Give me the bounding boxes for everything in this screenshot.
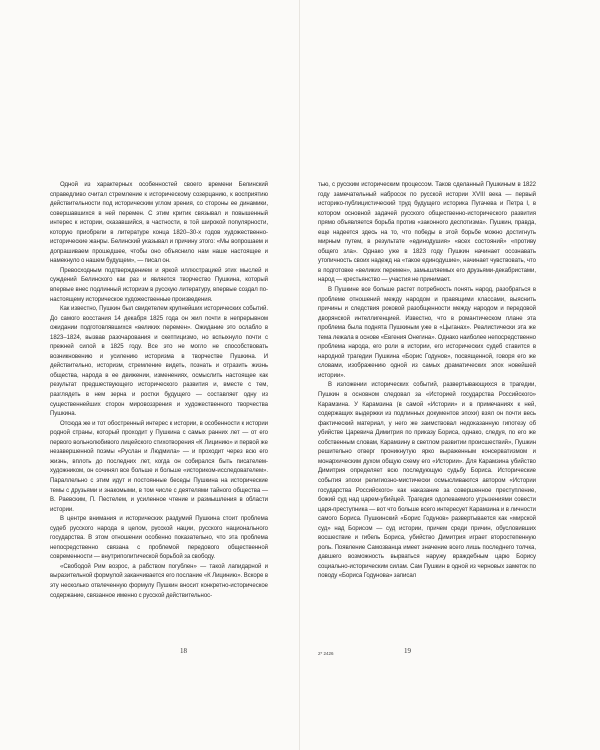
page-number: 19 [404,647,411,655]
page-number: 18 [180,647,187,655]
paragraph: Превосходным подтверждением и яркой иллюстрацией этих мыслей и суждений Белинского как раз и является творчество Пушкина, который впервые внес подлинный историзм в русскую литературу, впервые создал по-настоящему историческое художественные произведения. [50,267,268,303]
paragraph: Как известно, Пушкин был свидетелем крупнейших исторических событий. До самого восстания 14 декабря 1825 года он жил почти в непрерывном ожидании подготовлявшихся «великих перемен». Ожидание это ослабло в 1823–1824, вызвав разочарования и скептицизмо, но вспыхнуло почти с прежней силой в 1825 году. Все это не могло не способствовать возникновению и усилению историзма в творчестве Пушкина. И действительно, историзм, стремление видеть, познать и отразить жизнь общества, народа в ее движении, изменениях, осмыслить настоящее как результат предшествующего исторического развития и, вместе с тем, разглядеть в нем зерна и ростки будущего — составляет одну из существеннейших сторон мировоззрения и художественного творчества Пушкина. [50,306,268,418]
paragraph: В Пушкине все больше растет потребность понять народ, разобраться в проблеме отношений между народом и правящими классами, выяснить причины и следствия роковой разобщенности между народом и передовой дворянской интеллигенцией. Известно, что в романтическом плане эта проблема была поднята Пушкиным уже в «Цыганах». Реалистически эта же тема лежала в основе «Евгения Онегина». Однако наиболее непосредственно проблема народа, его роли в истории, его исторических судеб ставится в народной трагедии Пушкина «Борис Годунов», посвященной, говоря его же словами, изображению одной из самых драматических эпох новейшей истории». [318,287,536,379]
left-page-text [50,181,268,601]
paragraph: В изложении исторических событий, развертывающихся в трагедии, Пушкин в основном следовал за «Историей государства Российского» Карамзина. У Карамзина (в самой «Истории» и в примечаниях к ней, содержащих выдержки из подлинных документов эпохи) взял он почти весь фактический материал, у него же заимствовал недоказанную гипотезу об убийстве Царевича Димитрия по приказу Бориса, однако, следуя, по его же собственным словам, Карамзину в светлом развитии происшествий», Пушкин решительно отверг проникнутую ярко выраженным консерватизмом и монархическим духом общую схему его «Истории». Для Карамзина убийство Димитрия определяет всю последующую судьбу Бориса. Исторические события эпохи религиозно-мистически осмысливаются автором «Истории государства Российского» как наказание за совершенное преступление, божий суд над царем-убийцей. Трагедия одолеваемого угрызениями совести царя-преступника — вот что больше всего интересует Карамзина и в личности самого Бориса. Пушкинский «Борис Годунов» развертывается как «мирской суд» над Борисом — суд истории, причем среди причин, обусловивших восшествие и гибель Бориса, убийство Димитрия играет второстепенную роль. Появление Самозванца имеет значение всего лишь последнего толчка, давшего возможность вырваться наружу враждебным царю Борису социально-историческим силам. Сам Пушкин в одной из черновых заметок по поводу «Бориса Годунова» записал [318,382,536,580]
right-page-text [318,181,536,582]
signature-mark: 2* 2426 [318,651,334,656]
paragraph: тью, с русским историческим процессом. Таков сделанный Пушкиным в 1822 году замечательный набросок по русской истории XVIII века — первый историко-публицистический труд будущего историка Пугачева и Петра I, в котором основной задачей русского общественно-исторического развития прямо объявляется борьба против «законного деспотизма». Пушкин, правда, еще надеется здесь на то, что победы в этой борьбе можно достигнуть мирным путем, в результате «единодушия» «всех состояний» «противу общего зла». Однако уже в 1823 году Пушкин начинает осознавать утопичность своих надежд на «такое единодушие», начинает чувствовать, что в подготовке «великих перемен», замышляемых его друзьями-декабристами, народ — крестьянство — участия не принимает. [318,182,536,284]
paragraph: «Свободой Рим возрос, а рабством погублен» — такой лапидарной и выразительной формулой заканчивается его послание «К Лицинию». Вскоре в эту несколько отвлеченную формулу Пушкин вносит конкретно-историческое содержание, связанное именно с русской действительнос- [50,563,268,599]
paragraph: Одной из характерных особенностей своего времени Белинский справедливо считал стремление к историческому созерцанию, к восприятию действительности под историческим углом зрения, со стороны ее динамики, совершавшихся в ней перемен. С этим критик связывал и повышенный интерес к истории, сказавшийся, в частности, в той широкой популярности, которую приобрели в литературе конца 1820–30-х годов художественно-исторические жанры. Белинский указывал и причину этого: «Мы вопрошаем и допрашиваем прошедшее, чтобы оно объяснило нам наше настоящее и намекнуло о нашем будущем», — писал он. [50,182,268,265]
paragraph: В центре внимания и исторических раздумий Пушкина стоит проблема судеб русского народа в целом, русской нации, русского национального государства. В этом отношении особенно показательно, что эта проблема непосредственно связана с проблемой передового общественной современности — внутриполитической борьбой за свободу. [50,516,268,561]
paragraph: Отсюда же и тот обостренный интерес к истории, в особенности к истории родной страны, который проходит у Пушкина с самых ранних лет — от его первого вольнолюбивого лицейского стихотворения «К Лицинию» и первой же незавершенной поэмы «Руслан и Людмила» — и проходит через всю его жизнь, вплоть до последних лет, когда он собирался быть писателем-художником, он сочинял все больше и больше «историком-исследователем». Параллельно с этим идут и постоянные беседы Пушкина на исторические темы с друзьями и знакомыми, в том числе с деятелями тайного общества — В. Раевским, П. Пестелем, и усиленное чтение и размышления в области истории. [50,420,268,513]
